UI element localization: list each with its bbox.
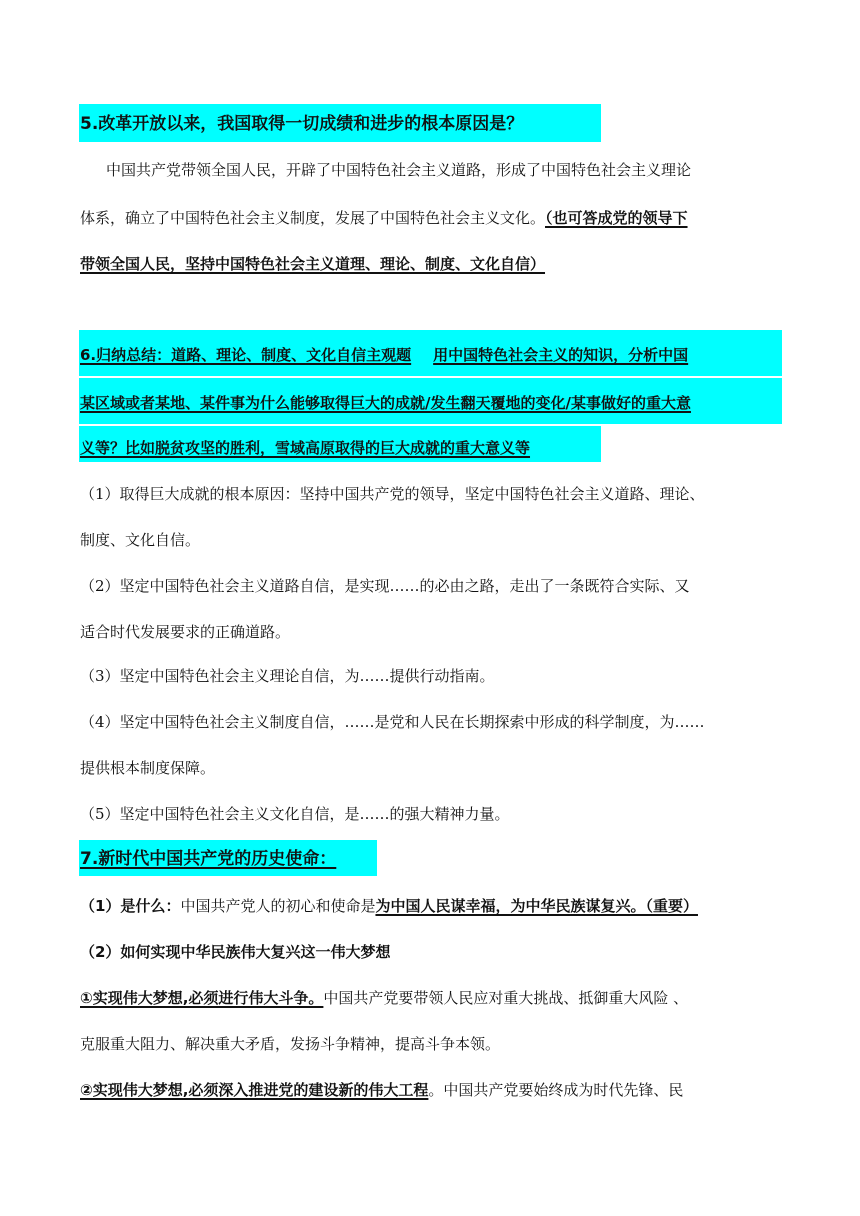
q6-item5: （5）坚定中国特色社会主义文化自信，是……的强大精神力量。 [80, 805, 510, 823]
q6-item2-line1: （2）坚定中国特色社会主义道路自信，是实现……的必由之路，走出了一条既符合实际、又 [80, 577, 690, 595]
q5-paragraph-line3 [80, 254, 785, 274]
q7-sub2-heading: ②实现伟大梦想,必须深入推进党的建设新的伟大工程 [80, 1081, 429, 1099]
q7-item2: （2）如何实现中华民族伟大复兴这一伟大梦想 [80, 943, 391, 961]
q6-title-line1 [80, 345, 785, 365]
q7-sub1-line1 [80, 988, 785, 1008]
q6-title-line3 [80, 438, 785, 458]
q7-sub1-line2: 克服重大阻力、解决重大矛盾，发扬斗争精神，提高斗争本领。 [80, 1035, 501, 1053]
q6-title-line2-text: 某区域或者某地、某件事为什么能够取得巨大的成就/发生翻天覆地的变化/某事做好的重大意 [80, 394, 691, 412]
q5-paragraph-line3-note: 带领全国人民，坚持中国特色社会主义道理、理论、制度、文化自信） [80, 255, 546, 273]
q5-paragraph-line2-text: 体系，确立了中国特色社会主义制度，发展了中国特色社会主义文化。 [80, 209, 546, 227]
q6-title-line1-b: 用中国特色社会主义的知识，分析中国 [433, 346, 689, 364]
q7-sub1-heading: ①实现伟大梦想,必须进行伟大斗争。 [80, 989, 324, 1007]
q7-item1-text: 中国共产党人的初心和使命是 [180, 897, 376, 915]
q7-sub2-line1 [80, 1080, 785, 1100]
q6-item1-line1: （1）取得巨大成就的根本原因：坚持中国共产党的领导，坚定中国特色社会主义道路、理论、 [80, 485, 705, 503]
q6-item4-line1: （4）坚定中国特色社会主义制度自信，……是党和人民在长期探索中形成的科学制度，为…… [80, 713, 705, 731]
q6-title-line3-text: 义等？比如脱贫攻坚的胜利，雪域高原取得的巨大成就的重大意义等 [80, 439, 531, 457]
q7-sub1-text: 中国共产党要带领人民应对重大挑战、抵御重大风险 、 [323, 989, 689, 1007]
q7-item1 [80, 896, 785, 916]
q5-paragraph-line2 [80, 208, 785, 228]
q5-paragraph-line1: 中国共产党带领全国人民，开辟了中国特色社会主义道路，形成了中国特色社会主义理论 [106, 161, 692, 179]
q7-item1-label: （1）是什么： [80, 897, 181, 915]
q6-item2-line2: 适合时代发展要求的正确道路。 [80, 623, 291, 641]
q7-sub2-text: 。中国共产党要始终成为时代先锋、民 [428, 1081, 684, 1099]
q5-title: 5.改革开放以来，我国取得一切成绩和进步的根本原因是？ [80, 114, 524, 134]
q6-title-line2 [80, 393, 785, 413]
q6-item4-line2: 提供根本制度保障。 [80, 759, 216, 777]
q7-title-text: 7.新时代中国共产党的历史使命： [80, 849, 337, 869]
q6-item1-line2: 制度、文化自信。 [80, 531, 201, 549]
q5-paragraph-line2-note: （也可答成党的领导下 [545, 209, 688, 227]
q6-item3: （3）坚定中国特色社会主义理论自信，为……提供行动指南。 [80, 667, 495, 685]
q7-title [80, 849, 785, 869]
q7-item1-answer: 为中国人民谋幸福，为中华民族谋复兴。（重要） [375, 897, 698, 915]
q6-title-line1-a: 6.归纳总结：道路、理论、制度、文化自信主观题 [80, 346, 412, 364]
